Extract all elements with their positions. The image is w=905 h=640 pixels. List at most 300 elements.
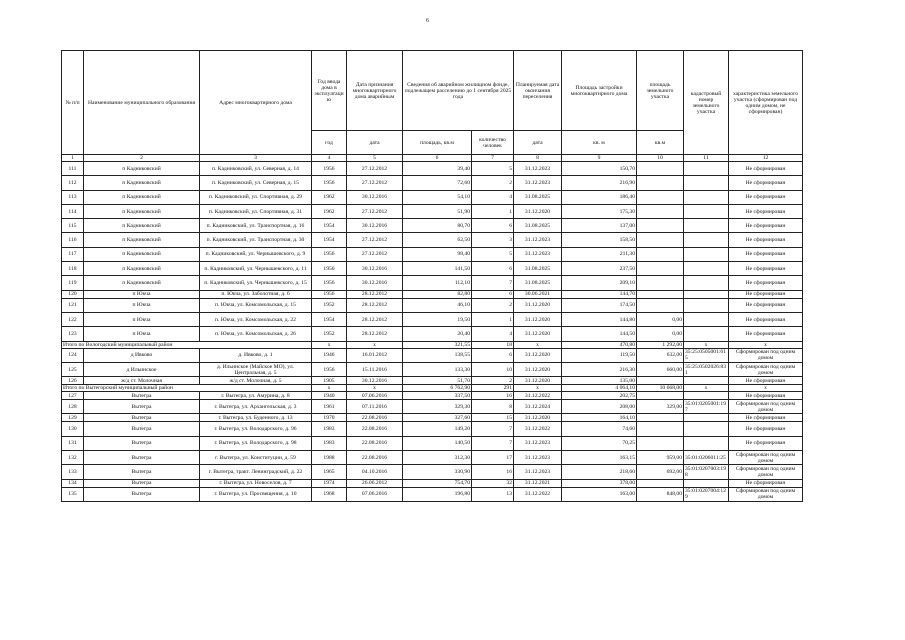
table-row [62, 400, 803, 414]
cell-num: 123 [62, 327, 84, 341]
cell-mun: п Кадниковский [84, 190, 200, 204]
column-number: 2 [84, 155, 200, 162]
cell-num: 132 [62, 451, 84, 465]
cell-people: 291 [472, 385, 514, 392]
cell-char: Не сформирован [729, 162, 803, 176]
cell-area: 6 762,90 [403, 385, 472, 392]
cell-build: 119,50 [562, 348, 637, 362]
cell-cad [684, 422, 729, 436]
cell-addr: п. Кадниковский, ул. Северная, д. 14 [200, 162, 312, 176]
cell-plan: 30.06.2021 [514, 290, 562, 298]
cell-cad [684, 219, 729, 233]
cell-mun: Вытегра [84, 487, 200, 501]
cell-build: 211,30 [562, 247, 637, 261]
cell-year: x [312, 385, 347, 392]
cell-num: 128 [62, 400, 84, 414]
cell-mun: п Кадниковский [84, 247, 200, 261]
cell-area: 327,60 [403, 414, 472, 422]
cell-addr: п. Кадниковский, ул. Чернышевского, д. 15 [200, 276, 312, 290]
cell-area: 141,50 [403, 262, 472, 276]
cell-area: 112,10 [403, 276, 472, 290]
cell-char: Не сформирован [729, 262, 803, 276]
cell-date: 28.12.2012 [347, 312, 403, 326]
cell-people: 10 [472, 362, 514, 376]
cell-build: 137,00 [562, 219, 637, 233]
subheader-date: дата [347, 131, 403, 155]
cell-year: 1962 [312, 204, 347, 218]
cell-date: 26.06.2012 [347, 479, 403, 487]
header-land-area: площадь земельного участка [637, 51, 684, 131]
cell-num: 120 [62, 290, 84, 298]
cell-build: 144,80 [562, 312, 637, 326]
cell-year: 1952 [312, 327, 347, 341]
table-row [62, 298, 803, 312]
cell-land [637, 298, 684, 312]
cell-plan: x [514, 385, 562, 392]
cell-num: 126 [62, 377, 84, 385]
cell-land [637, 204, 684, 218]
table-row [62, 204, 803, 218]
cell-char: Не сформирован [729, 219, 803, 233]
cell-num: 124 [62, 348, 84, 362]
cell-char: Не сформирован [729, 290, 803, 298]
cell-land: 632,00 [637, 348, 684, 362]
cell-year: 1956 [312, 276, 347, 290]
cell-num: 113 [62, 190, 84, 204]
cell-year: 1956 [312, 247, 347, 261]
cell-cad [684, 392, 729, 400]
cell-date: 22.08.2016 [347, 422, 403, 436]
cell-plan: 31.12.2022 [514, 487, 562, 501]
cell-char: Не сформирован [729, 392, 803, 400]
header-date-emergency: Дата признания многоквартирного дома аварийным [347, 51, 403, 131]
cell-area: 51,70 [403, 377, 472, 385]
cell-land: 660,00 [637, 362, 684, 376]
subheader-year: год [312, 131, 347, 155]
cell-land: 692,00 [637, 465, 684, 479]
cell-people: 2 [472, 176, 514, 190]
cell-year: 1956 [312, 362, 347, 376]
cell-build: 144,70 [562, 290, 637, 298]
cell-cad [684, 204, 729, 218]
cell-cad [684, 276, 729, 290]
cell-area: 140,50 [403, 436, 472, 450]
column-number: 11 [684, 155, 729, 162]
cell-people: 3 [472, 233, 514, 247]
table-row [62, 348, 803, 362]
cell-plan: 31.12.2020 [514, 362, 562, 376]
cell-area: 62,50 [403, 233, 472, 247]
cell-year: 1956 [312, 162, 347, 176]
cell-cad [684, 190, 729, 204]
cell-date: 27.12.2012 [347, 204, 403, 218]
cell-char: Не сформирован [729, 176, 803, 190]
cell-people: 6 [472, 219, 514, 233]
cell-build: 174,50 [562, 298, 637, 312]
cell-addr: п. Юкча, ул. Комсомольская, д. 15 [200, 298, 312, 312]
column-number: 12 [729, 155, 803, 162]
cell-people: 4 [472, 190, 514, 204]
cell-date: 16.01.2012 [347, 348, 403, 362]
cell-num: 118 [62, 262, 84, 276]
cell-num: 127 [62, 392, 84, 400]
cell-land [637, 247, 684, 261]
cell-cad [684, 414, 729, 422]
cell-date: 07.11.2016 [347, 400, 403, 414]
cell-people: 4 [472, 327, 514, 341]
cell-date: x [347, 385, 403, 392]
cell-label: Итого по Вытегорский муниципальный район [62, 385, 312, 392]
cell-mun: Вытегра [84, 451, 200, 465]
cell-people: 15 [472, 414, 514, 422]
cell-cad [684, 233, 729, 247]
cell-char: Не сформирован [729, 422, 803, 436]
cell-area: 82,80 [403, 290, 472, 298]
cell-cad [684, 290, 729, 298]
cell-num: 114 [62, 204, 84, 218]
table-body [62, 162, 803, 502]
cell-people: 32 [472, 479, 514, 487]
cell-addr: д. Ильинское (Майское МО), ул. Центральная, д. 5 [200, 362, 312, 376]
cell-year: 1905 [312, 377, 347, 385]
cell-date: 28.12.2012 [347, 327, 403, 341]
header-municipality: Наименование муниципального образования [84, 51, 200, 155]
cell-num: 129 [62, 414, 84, 422]
cell-mun: Вытегра [84, 422, 200, 436]
cell-land [637, 219, 684, 233]
cell-area: 20,40 [403, 327, 472, 341]
cell-land [637, 290, 684, 298]
cell-cad [684, 327, 729, 341]
cell-addr: г. Вытегра, ул. Буденного, д. 13 [200, 414, 312, 422]
cell-date: 22.08.2016 [347, 436, 403, 450]
cell-year: 1962 [312, 190, 347, 204]
header-planned-end: Планируемая дата окончания переселения [514, 51, 562, 131]
cell-mun: п Юкча [84, 290, 200, 298]
cell-land [637, 414, 684, 422]
column-number: 6 [403, 155, 472, 162]
cell-cad: 35:01:0207004:129 [684, 487, 729, 501]
cell-plan: 31.08.2025 [514, 276, 562, 290]
cell-num: 117 [62, 247, 84, 261]
cell-addr: п. Кадниковский, ул. Транспортная, д. 16 [200, 219, 312, 233]
cell-year: 1974 [312, 479, 347, 487]
cell-date: 22.08.2016 [347, 414, 403, 422]
cell-build: 216,90 [562, 176, 637, 190]
cell-cad: 35:01:0206011:25 [684, 451, 729, 465]
cell-land [637, 377, 684, 385]
cell-addr: г. Вытегра, ул. Володарского, д. 96 [200, 422, 312, 436]
cell-char: Сформирован под одним домом [729, 487, 803, 501]
cell-area: 329,30 [403, 400, 472, 414]
header-land-characteristic: характеристика земельного участка (сформирован под одним домом, не сформирован) [729, 51, 803, 155]
table-row [62, 479, 803, 487]
cell-plan: 31.12.2023 [514, 176, 562, 190]
cell-land [637, 162, 684, 176]
cell-build: 209,10 [562, 276, 637, 290]
cell-build: 175,30 [562, 204, 637, 218]
cell-year: 1946 [312, 348, 347, 362]
cell-area: 51,90 [403, 204, 472, 218]
cell-area: 80,70 [403, 219, 472, 233]
cell-addr: п. Кадниковский, ул. Спортивная, д. 31 [200, 204, 312, 218]
cell-build: 150,70 [562, 162, 637, 176]
cell-date: 28.12.2012 [347, 290, 403, 298]
cell-area: 330,90 [403, 465, 472, 479]
table-row [62, 327, 803, 341]
cell-area: 312,30 [403, 451, 472, 465]
table-row [62, 247, 803, 261]
table-row [62, 436, 803, 450]
table-row [62, 190, 803, 204]
cell-plan: 31.12.2020 [514, 414, 562, 422]
cell-char: Не сформирован [729, 233, 803, 247]
cell-build: 4 064,10 [562, 385, 637, 392]
cell-year: 1950 [312, 262, 347, 276]
cell-cad: 35:25:0505001:615 [684, 348, 729, 362]
cell-land [637, 479, 684, 487]
cell-year: 1956 [312, 290, 347, 298]
table-row [62, 219, 803, 233]
table-row [62, 176, 803, 190]
header-cadastral: кадастровый номер земельного участка [684, 51, 729, 155]
cell-plan: 31.08.2025 [514, 190, 562, 204]
cell-num: 116 [62, 233, 84, 247]
cell-plan: 31.12.2020 [514, 312, 562, 326]
cell-char: Сформирован под одним домом [729, 362, 803, 376]
cell-cad [684, 312, 729, 326]
cell-build: 158,50 [562, 233, 637, 247]
cell-land [637, 436, 684, 450]
cell-addr: г. Вытегра, ул. Конституции, д. 59 [200, 451, 312, 465]
cell-char: Сформирован под одним домом [729, 465, 803, 479]
cell-land [637, 176, 684, 190]
cell-cad: x [684, 341, 729, 348]
cell-mun: Вытегра [84, 436, 200, 450]
cell-num: 121 [62, 298, 84, 312]
cell-date: 28.12.2012 [347, 298, 403, 312]
cell-num: 115 [62, 219, 84, 233]
column-number: 10 [637, 155, 684, 162]
cell-build: 378,00 [562, 479, 637, 487]
cell-plan: 31.12.2020 [514, 327, 562, 341]
cell-land: 959,00 [637, 451, 684, 465]
cell-plan: 31.12.2023 [514, 247, 562, 261]
cell-mun: п Юкча [84, 298, 200, 312]
cell-mun: п Кадниковский [84, 204, 200, 218]
cell-plan: 31.12.2024 [514, 400, 562, 414]
cell-land: 1 292,00 [637, 341, 684, 348]
cell-mun: Вытегра [84, 392, 200, 400]
cell-addr: п. Кадниковский, ул. Северная, д. 15 [200, 176, 312, 190]
cell-num: 112 [62, 176, 84, 190]
header-address: Адрес многоквартирного дома [200, 51, 312, 155]
cell-char: Не сформирован [729, 436, 803, 450]
subheader-land-area: кв.м [637, 131, 684, 155]
cell-plan: 31.12.2020 [514, 377, 562, 385]
cell-char: Не сформирован [729, 247, 803, 261]
cell-plan: 31.12.2023 [514, 451, 562, 465]
cell-people: 2 [472, 377, 514, 385]
cell-area: 98,40 [403, 247, 472, 261]
cell-addr: п. Кадниковский, ул. Спортивная, д. 29 [200, 190, 312, 204]
cell-plan: 31.12.2020 [514, 298, 562, 312]
cell-plan: 31.12.2022 [514, 392, 562, 400]
cell-date: 27.12.2012 [347, 233, 403, 247]
cell-people: 18 [472, 341, 514, 348]
cell-char: Не сформирован [729, 298, 803, 312]
cell-people: 7 [472, 422, 514, 436]
table-row [62, 362, 803, 376]
cell-addr: п. Юкча, ул. Комсомольская, д. 22 [200, 312, 312, 326]
cell-num: 130 [62, 422, 84, 436]
cell-addr: г. Вытегра, ул. Володарского, д. 98 [200, 436, 312, 450]
cell-char: Не сформирован [729, 327, 803, 341]
cell-area: 754,70 [403, 479, 472, 487]
cell-char: Сформирован под одним домом [729, 348, 803, 362]
table-row [62, 276, 803, 290]
cell-num: 125 [62, 362, 84, 376]
cell-year: 1954 [312, 233, 347, 247]
cell-num: 133 [62, 465, 84, 479]
cell-year: 1988 [312, 451, 347, 465]
cell-build: 218,60 [562, 465, 637, 479]
cell-people: 6 [472, 348, 514, 362]
page-number: 6 [426, 18, 429, 24]
cell-mun: д Ильинское [84, 362, 200, 376]
cell-date: 27.12.2012 [347, 176, 403, 190]
cell-land [637, 392, 684, 400]
cell-cad [684, 247, 729, 261]
cell-date: 30.12.2016 [347, 276, 403, 290]
table-row [62, 377, 803, 385]
cell-addr: ж/д ст. Молочная, д. 5 [200, 377, 312, 385]
cell-addr: г. Вытегра, тракт. Ленинградский, д. 22 [200, 465, 312, 479]
header-year-commissioned: Год ввода дома в эксплуатацию [312, 51, 347, 131]
cell-char: Сформирован под одним домом [729, 451, 803, 465]
cell-plan: 31.12.2021 [514, 479, 562, 487]
cell-year: 1965 [312, 465, 347, 479]
cell-year: 1952 [312, 298, 347, 312]
table-row [62, 465, 803, 479]
cell-people: 6 [472, 290, 514, 298]
cell-plan: 31.12.2022 [514, 422, 562, 436]
cell-year: 1968 [312, 487, 347, 501]
cell-land: 10 668,00 [637, 385, 684, 392]
cell-date: 07.06.2016 [347, 487, 403, 501]
cell-area: 133,30 [403, 362, 472, 376]
header-emergency-fund: Сведения об аварийном жилищном фонде, подлежащем расселению до 1 сентября 2025 года [403, 51, 514, 131]
table-row [62, 262, 803, 276]
cell-land [637, 276, 684, 290]
cell-people: 1 [472, 312, 514, 326]
table-row [62, 422, 803, 436]
subheader-build-area: кв. м [562, 131, 637, 155]
table-row [62, 451, 803, 465]
cell-num: 131 [62, 436, 84, 450]
table-row [62, 414, 803, 422]
total-row [62, 341, 803, 348]
cell-cad: x [684, 385, 729, 392]
cell-cad [684, 298, 729, 312]
cell-build: 186,40 [562, 190, 637, 204]
cell-people: 6 [472, 262, 514, 276]
cell-people: 16 [472, 392, 514, 400]
column-number: 9 [562, 155, 637, 162]
cell-build: 237,50 [562, 262, 637, 276]
cell-year: 1961 [312, 400, 347, 414]
cell-addr: п. Юкча, ул. Заболотная, д. 6 [200, 290, 312, 298]
cell-date: 27.12.2012 [347, 162, 403, 176]
cell-build: 70,25 [562, 436, 637, 450]
cell-people: 17 [472, 451, 514, 465]
cell-mun: Вытегра [84, 479, 200, 487]
cell-addr: г. Вытегра, ул. Архангельская, д. 3 [200, 400, 312, 414]
cell-cad [684, 436, 729, 450]
cell-char: Не сформирован [729, 312, 803, 326]
cell-build: 164,10 [562, 414, 637, 422]
cell-char: Не сформирован [729, 479, 803, 487]
cell-area: 39,40 [403, 162, 472, 176]
total-row [62, 385, 803, 392]
cell-date: 30.12.2016 [347, 262, 403, 276]
cell-area: 72,60 [403, 176, 472, 190]
cell-plan: x [514, 341, 562, 348]
table-row [62, 162, 803, 176]
cell-year: 1956 [312, 176, 347, 190]
cell-date: x [347, 341, 403, 348]
cell-date: 07.06.2016 [347, 392, 403, 400]
cell-land: 0,00 [637, 327, 684, 341]
cell-mun: Вытегра [84, 465, 200, 479]
table-row [62, 312, 803, 326]
cell-date: 27.12.2012 [347, 247, 403, 261]
cell-mun: д Ивково [84, 348, 200, 362]
cell-addr: п. Кадниковский, ул. Транспортная, д. 30 [200, 233, 312, 247]
column-number: 8 [514, 155, 562, 162]
cell-land [637, 233, 684, 247]
cell-people: 7 [472, 276, 514, 290]
cell-cad [684, 262, 729, 276]
cell-year: 1983 [312, 422, 347, 436]
cell-plan: 31.12.2023 [514, 465, 562, 479]
header-building-area: Площадь застройки многоквартирного дома [562, 51, 637, 131]
cell-people: 5 [472, 162, 514, 176]
cell-date: 04.10.2016 [347, 465, 403, 479]
cell-people: 7 [472, 436, 514, 450]
cell-area: 54,10 [403, 190, 472, 204]
subheader-plan-date: дата [514, 131, 562, 155]
cell-area: 46,10 [403, 298, 472, 312]
cell-plan: 31.12.2020 [514, 204, 562, 218]
cell-mun: п Кадниковский [84, 162, 200, 176]
cell-build: 163,00 [562, 487, 637, 501]
cell-area: 19,50 [403, 312, 472, 326]
emergency-housing-table [61, 50, 803, 502]
cell-build: 144,50 [562, 327, 637, 341]
cell-year: 1970 [312, 414, 347, 422]
cell-people: 16 [472, 465, 514, 479]
cell-area: 196,80 [403, 487, 472, 501]
cell-land: 0,00 [637, 312, 684, 326]
column-number: 7 [472, 155, 514, 162]
cell-addr: д. Ивково, д. 1 [200, 348, 312, 362]
cell-build: 216,30 [562, 362, 637, 376]
cell-char: Не сформирован [729, 276, 803, 290]
cell-char: Не сформирован [729, 414, 803, 422]
cell-cad [684, 479, 729, 487]
column-number: 5 [347, 155, 403, 162]
